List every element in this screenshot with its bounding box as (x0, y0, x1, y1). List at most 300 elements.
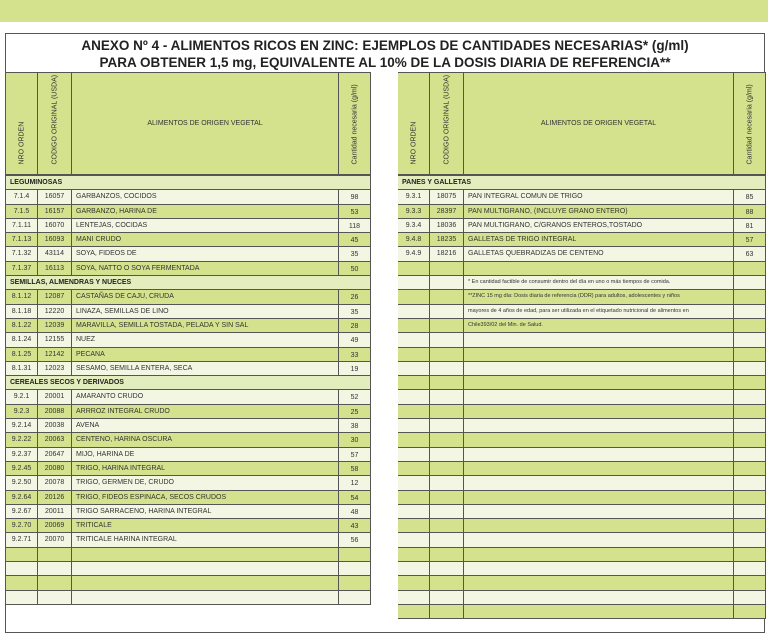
cell-codigo (430, 305, 464, 318)
cell-codigo: 12220 (38, 305, 72, 318)
cell-alimento (72, 562, 339, 575)
cell-alimento: ARRROZ INTEGRAL CRUDO (72, 405, 339, 418)
cell-orden: 8.1.25 (6, 348, 38, 361)
cell-cantidad (734, 576, 766, 589)
cell-codigo: 20001 (38, 390, 72, 403)
cell-orden (398, 433, 430, 446)
table-row (6, 305, 371, 319)
cell-codigo: 18235 (430, 233, 464, 246)
section-header (398, 176, 766, 190)
cell-codigo (430, 419, 464, 432)
cell-alimento: AMARANTO CRUDO (72, 390, 339, 403)
table-row (398, 562, 766, 576)
cell-codigo (430, 290, 464, 303)
cell-codigo (430, 433, 464, 446)
cell-alimento: PAN INTEGRAL COMUN DE TRIGO (464, 190, 734, 203)
cell-alimento (464, 476, 734, 489)
cell-alimento: AVENA (72, 419, 339, 432)
cell-alimento: LENTEJAS, COCIDAS (72, 219, 339, 232)
cell-cantidad (734, 548, 766, 561)
table-row (398, 390, 766, 404)
cell-cantidad: 53 (339, 205, 371, 218)
cell-cantidad: 52 (339, 390, 371, 403)
cell-alimento (464, 548, 734, 561)
page-title (6, 34, 764, 72)
cell-orden (398, 562, 430, 575)
cell-cantidad (734, 433, 766, 446)
cell-codigo (430, 491, 464, 504)
cell-cantidad: 19 (339, 362, 371, 375)
cell-codigo: 20080 (38, 462, 72, 475)
section-header (6, 176, 371, 190)
table-row (398, 247, 766, 261)
table-row (398, 319, 766, 333)
header-cantidad (339, 73, 371, 174)
cell-codigo (430, 362, 464, 375)
cell-orden: 8.1.18 (6, 305, 38, 318)
cell-codigo (430, 576, 464, 589)
cell-codigo (430, 448, 464, 461)
cell-codigo: 18216 (430, 247, 464, 260)
section-title: CEREALES SECOS Y DERIVADOS (6, 376, 371, 389)
cell-alimento: SOYA, FIDEOS DE (72, 247, 339, 260)
cell-alimento: TRITICALE HARINA INTEGRAL (72, 533, 339, 546)
annex-panel (5, 33, 765, 633)
cell-alimento (464, 376, 734, 389)
table-row (398, 233, 766, 247)
cell-alimento: GARBANZO, HARINA DE (72, 205, 339, 218)
cell-cantidad: 33 (339, 348, 371, 361)
table-row (6, 505, 371, 519)
cell-orden (398, 576, 430, 589)
cell-orden (6, 562, 38, 575)
cell-cantidad: 28 (339, 319, 371, 332)
cell-orden: 8.1.24 (6, 333, 38, 346)
section-header (6, 276, 371, 290)
table-row (6, 205, 371, 219)
table-row (398, 262, 766, 276)
cell-orden: 9.2.3 (6, 405, 38, 418)
cell-alimento: TRIGO SARRACENO, HARINA INTEGRAL (72, 505, 339, 518)
cell-cantidad: 63 (734, 247, 766, 260)
table-row (398, 219, 766, 233)
cell-orden (398, 462, 430, 475)
cell-orden: 9.3.4 (398, 219, 430, 232)
cell-codigo: 16113 (38, 262, 72, 275)
cell-orden: 9.2.22 (6, 433, 38, 446)
cell-cantidad: 88 (734, 205, 766, 218)
table-row (6, 462, 371, 476)
cell-cantidad: 38 (339, 419, 371, 432)
cell-orden: 9.2.67 (6, 505, 38, 518)
cell-alimento: mayores de 4 años de edad, para ser utilizada en el etiquetado nutricional de alimentos en (464, 305, 734, 318)
cell-cantidad: 57 (339, 448, 371, 461)
cell-alimento (464, 462, 734, 475)
cell-orden: 9.3.1 (398, 190, 430, 203)
table-row (398, 519, 766, 533)
cell-orden (398, 519, 430, 532)
cell-orden: 9.2.50 (6, 476, 38, 489)
cell-alimento (464, 605, 734, 618)
cell-codigo (38, 562, 72, 575)
cell-alimento: MANI CRUDO (72, 233, 339, 246)
cell-orden: 7.1.37 (6, 262, 38, 275)
table-row (6, 247, 371, 261)
cell-orden: 7.1.5 (6, 205, 38, 218)
table-row (6, 576, 371, 590)
cell-cantidad (734, 448, 766, 461)
cell-orden: 9.2.71 (6, 533, 38, 546)
table-row (6, 519, 371, 533)
cell-cantidad (734, 605, 766, 618)
cell-codigo: 18075 (430, 190, 464, 203)
cell-codigo (430, 390, 464, 403)
cell-cantidad (734, 419, 766, 432)
cell-alimento (464, 433, 734, 446)
cell-orden (398, 348, 430, 361)
cell-codigo (430, 348, 464, 361)
cell-orden: 8.1.31 (6, 362, 38, 375)
header-nro-orden (6, 73, 38, 174)
table-row (398, 405, 766, 419)
cell-cantidad (734, 519, 766, 532)
cell-cantidad: 26 (339, 290, 371, 303)
cell-alimento: MARAVILLA, SEMILLA TOSTADA, PELADA Y SIN SAL (72, 319, 339, 332)
cell-alimento: PECANA (72, 348, 339, 361)
table-row (398, 348, 766, 362)
cell-cantidad: 98 (339, 190, 371, 203)
cell-alimento: PAN MULTIGRANO, (INCLUYE GRANO ENTERO) (464, 205, 734, 218)
cell-orden (398, 262, 430, 275)
cell-alimento (464, 333, 734, 346)
top-band (0, 0, 768, 22)
cell-cantidad: 35 (339, 305, 371, 318)
cell-alimento (464, 533, 734, 546)
cell-alimento: SOYA, NATTO O SOYA FERMENTADA (72, 262, 339, 275)
cell-alimento (464, 505, 734, 518)
cell-orden (398, 305, 430, 318)
table-row (398, 476, 766, 490)
cell-orden: 9.3.3 (398, 205, 430, 218)
cell-alimento (72, 591, 339, 604)
table-row (398, 576, 766, 590)
table-row (6, 362, 371, 376)
cell-codigo (430, 462, 464, 475)
table-row (398, 505, 766, 519)
table-row (6, 491, 371, 505)
cell-alimento: Chile393/02 del Min. de Salud. (464, 319, 734, 332)
cell-cantidad: 85 (734, 190, 766, 203)
cell-alimento: MIJO, HARINA DE (72, 448, 339, 461)
cell-codigo (430, 519, 464, 532)
header-codigo-label: CODIGO ORIGINAL (USDA) (51, 74, 58, 165)
cell-codigo (430, 548, 464, 561)
cell-cantidad (734, 533, 766, 546)
cell-cantidad (734, 591, 766, 604)
cell-alimento: CASTAÑAS DE CAJU, CRUDA (72, 290, 339, 303)
cell-alimento: PAN MULTIGRANO, C/GRANOS ENTEROS,TOSTADO (464, 219, 734, 232)
cell-cantidad (734, 333, 766, 346)
table-row (6, 433, 371, 447)
cell-alimento: GALLETAS DE TRIGO INTEGRAL (464, 233, 734, 246)
cell-alimento: LINAZA, SEMILLAS DE LINO (72, 305, 339, 318)
cell-codigo (430, 276, 464, 289)
cell-alimento (464, 419, 734, 432)
cell-alimento: GALLETAS QUEBRADIZAS DE CENTENO (464, 247, 734, 260)
cell-cantidad: 56 (339, 533, 371, 546)
cell-cantidad (734, 476, 766, 489)
cell-orden (398, 505, 430, 518)
cell-alimento: NUEZ (72, 333, 339, 346)
cell-codigo (430, 605, 464, 618)
header-alimentos (464, 73, 734, 174)
header-alimentos-label: ALIMENTOS DE ORIGEN VEGETAL (540, 120, 657, 127)
cell-orden: 7.1.13 (6, 233, 38, 246)
table-row (6, 290, 371, 304)
cell-codigo (38, 576, 72, 589)
table-row (398, 333, 766, 347)
cell-cantidad (339, 591, 371, 604)
cell-codigo: 12155 (38, 333, 72, 346)
table-row (398, 205, 766, 219)
cell-cantidad (734, 262, 766, 275)
cell-codigo: 43114 (38, 247, 72, 260)
cell-orden: 8.1.22 (6, 319, 38, 332)
table-row (6, 533, 371, 547)
cell-alimento (464, 448, 734, 461)
cell-cantidad: 58 (339, 462, 371, 475)
cell-orden (398, 419, 430, 432)
cell-cantidad (734, 562, 766, 575)
cell-alimento: TRIGO, HARINA INTEGRAL (72, 462, 339, 475)
cell-codigo (430, 333, 464, 346)
cell-codigo: 16057 (38, 190, 72, 203)
cell-orden: 9.2.14 (6, 419, 38, 432)
cell-alimento: TRIGO, GERMEN DE, CRUDO (72, 476, 339, 489)
cell-cantidad (734, 462, 766, 475)
cell-codigo (430, 405, 464, 418)
table-row (6, 219, 371, 233)
cell-alimento: * En cantidad factible de consumir dentro del día en uno o más tiempos de comida. (464, 276, 734, 289)
cell-orden: 9.2.64 (6, 491, 38, 504)
header-cantidad (734, 73, 766, 174)
cell-orden: 8.1.12 (6, 290, 38, 303)
cell-cantidad (734, 491, 766, 504)
cell-alimento (464, 405, 734, 418)
cell-cantidad (734, 405, 766, 418)
left-table (6, 72, 371, 605)
header-codigo (38, 73, 72, 174)
cell-orden: 9.2.70 (6, 519, 38, 532)
cell-alimento (464, 362, 734, 375)
cell-alimento (464, 491, 734, 504)
cell-orden: 7.1.11 (6, 219, 38, 232)
cell-alimento (72, 548, 339, 561)
header-nro-orden-label: NRO ORDEN (18, 121, 25, 165)
table-row (398, 419, 766, 433)
cell-alimento: TRITICALE (72, 519, 339, 532)
table-row (398, 462, 766, 476)
cell-codigo (430, 591, 464, 604)
cell-cantidad (339, 548, 371, 561)
cell-codigo: 28397 (430, 205, 464, 218)
table-header (6, 72, 371, 176)
cell-codigo (38, 548, 72, 561)
cell-cantidad (734, 319, 766, 332)
table-row (6, 476, 371, 490)
cell-orden (398, 390, 430, 403)
cell-orden: 9.2.1 (6, 390, 38, 403)
cell-codigo (430, 562, 464, 575)
cell-cantidad (734, 376, 766, 389)
title-line-2: PARA OBTENER 1,5 mg, EQUIVALENTE AL 10% DE LA DOSIS DIARIA DE REFERENCIA** (99, 55, 671, 70)
header-codigo (430, 73, 464, 174)
cell-orden (398, 533, 430, 546)
cell-codigo: 12039 (38, 319, 72, 332)
cell-cantidad (734, 390, 766, 403)
cell-cantidad (339, 562, 371, 575)
cell-codigo (430, 376, 464, 389)
header-cantidad-label: Cantidad necesaria (g/ml) (351, 84, 358, 165)
cell-codigo: 20038 (38, 419, 72, 432)
cell-cantidad (734, 276, 766, 289)
cell-alimento (464, 390, 734, 403)
cell-cantidad (734, 290, 766, 303)
cell-orden (398, 276, 430, 289)
table-row (6, 319, 371, 333)
cell-alimento: **ZINC 15 mg día: Dosis diaria de referencia (DDR) para adultos, adolescentes y niños (464, 290, 734, 303)
cell-codigo: 20063 (38, 433, 72, 446)
cell-codigo: 20011 (38, 505, 72, 518)
cell-orden (398, 405, 430, 418)
cell-codigo: 12142 (38, 348, 72, 361)
cell-codigo: 20126 (38, 491, 72, 504)
table-row (398, 276, 766, 290)
table-row (6, 591, 371, 605)
cell-codigo (430, 319, 464, 332)
table-row (398, 605, 766, 619)
title-line-1: ANEXO Nº 4 - ALIMENTOS RICOS EN ZINC: EJEMPLOS DE CANTIDADES NECESARIAS* (g/ml) (81, 38, 689, 53)
cell-cantidad: 57 (734, 233, 766, 246)
cell-cantidad: 50 (339, 262, 371, 275)
cell-cantidad (734, 505, 766, 518)
cell-codigo: 16070 (38, 219, 72, 232)
cell-codigo: 18036 (430, 219, 464, 232)
header-nro-orden (398, 73, 430, 174)
cell-orden (398, 448, 430, 461)
cell-codigo (430, 262, 464, 275)
table-row (6, 262, 371, 276)
cell-orden (398, 491, 430, 504)
cell-codigo: 12023 (38, 362, 72, 375)
cell-orden: 7.1.32 (6, 247, 38, 260)
table-row (6, 348, 371, 362)
cell-cantidad: 81 (734, 219, 766, 232)
cell-cantidad: 48 (339, 505, 371, 518)
cell-alimento: SESAMO, SEMILLA ENTERA, SECA (72, 362, 339, 375)
table-header (398, 72, 766, 176)
cell-orden: 9.2.37 (6, 448, 38, 461)
table-row (398, 491, 766, 505)
table-row (6, 390, 371, 404)
cell-cantidad: 35 (339, 247, 371, 260)
cell-cantidad (734, 362, 766, 375)
table-row (398, 548, 766, 562)
cell-codigo (430, 505, 464, 518)
cell-alimento (464, 348, 734, 361)
header-codigo-label: CODIGO ORIGINAL (USDA) (443, 74, 450, 165)
table-row (398, 376, 766, 390)
cell-alimento (464, 591, 734, 604)
cell-codigo: 16157 (38, 205, 72, 218)
table-row (398, 433, 766, 447)
section-title: SEMILLAS, ALMENDRAS Y NUECES (6, 276, 371, 289)
table-row (6, 190, 371, 204)
cell-codigo (430, 533, 464, 546)
cell-alimento (72, 576, 339, 589)
cell-orden (6, 591, 38, 604)
table-row (6, 448, 371, 462)
cell-alimento (464, 519, 734, 532)
header-nro-orden-label: NRO ORDEN (410, 121, 417, 165)
cell-orden: 7.1.4 (6, 190, 38, 203)
cell-codigo: 20088 (38, 405, 72, 418)
cell-cantidad (734, 305, 766, 318)
table-row (398, 533, 766, 547)
cell-alimento (464, 262, 734, 275)
table-row (398, 591, 766, 605)
cell-orden (398, 319, 430, 332)
cell-orden (398, 476, 430, 489)
cell-codigo: 20069 (38, 519, 72, 532)
cell-orden (398, 290, 430, 303)
cell-cantidad: 30 (339, 433, 371, 446)
right-table (398, 72, 766, 619)
table-row (6, 405, 371, 419)
cell-orden (398, 591, 430, 604)
section-title: PANES Y GALLETAS (398, 176, 766, 189)
table-row (6, 233, 371, 247)
table-row (6, 548, 371, 562)
cell-cantidad: 43 (339, 519, 371, 532)
cell-cantidad: 118 (339, 219, 371, 232)
cell-codigo (38, 591, 72, 604)
cell-cantidad: 49 (339, 333, 371, 346)
table-row (398, 190, 766, 204)
header-alimentos (72, 73, 339, 174)
cell-orden: 9.2.45 (6, 462, 38, 475)
cell-orden: 9.4.9 (398, 247, 430, 260)
cell-alimento: GARBANZOS, COCIDOS (72, 190, 339, 203)
table-row (398, 362, 766, 376)
cell-orden (398, 333, 430, 346)
cell-cantidad: 54 (339, 491, 371, 504)
table-row (6, 333, 371, 347)
cell-orden (398, 548, 430, 561)
cell-alimento (464, 562, 734, 575)
cell-alimento (464, 576, 734, 589)
cell-orden (6, 576, 38, 589)
cell-codigo (430, 476, 464, 489)
cell-cantidad (339, 576, 371, 589)
cell-orden (398, 605, 430, 618)
cell-codigo: 20070 (38, 533, 72, 546)
section-header (6, 376, 371, 390)
header-cantidad-label: Cantidad necesaria (g/ml) (746, 84, 753, 165)
section-title: LEGUMINOSAS (6, 176, 371, 189)
table-row (398, 290, 766, 304)
cell-codigo: 20078 (38, 476, 72, 489)
